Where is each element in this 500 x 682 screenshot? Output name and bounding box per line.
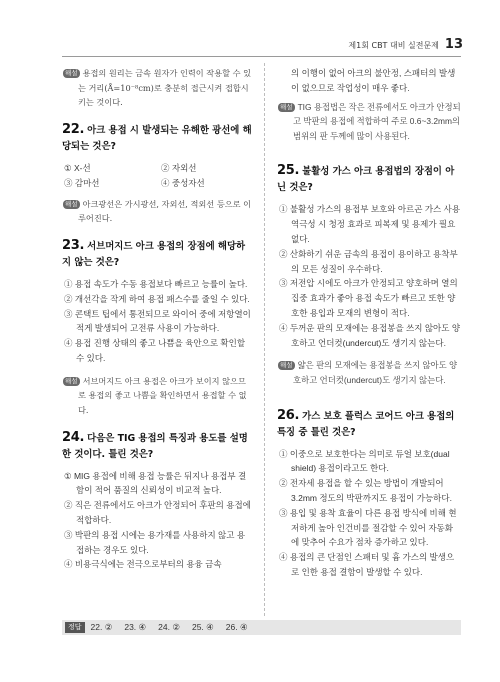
answer-item: 23. ④: [124, 622, 147, 632]
option: ① 불활성 가스의 용접부 보호와 아르곤 가스 사용 역극성 시 청정 효과로 피복제 및 용제가 필요 없다.: [279, 204, 461, 244]
explanation-badge: 해설: [280, 361, 293, 370]
option: ① 용접 속도가 수동 용접보다 빠르고 능률이 높다.: [64, 278, 248, 289]
option-continued: 의 이행이 없어 아크의 불안정, 스패터의 발생이 없으므로 작업성이 매우 좋다.: [291, 68, 456, 93]
option: ② 전자세 용접을 할 수 있는 방법이 개발되어 3.2mm 정도의 박판까지도 용접이 가능하다.: [279, 478, 452, 503]
question-number: 26.: [277, 407, 300, 423]
options-23: [62, 277, 252, 366]
question-number: 25.: [277, 163, 300, 179]
option: ② 직은 전류에서도 아크가 안정되어 후판의 용접에 적합하다.: [64, 500, 251, 525]
answer-item: 22. ②: [90, 622, 113, 632]
option: ③ 용입 및 용착 효율이 다른 용접 방식에 비해 현저하게 높아 인건비를 절감할 수 있어 자동화에 맞추어 수요가 점차 증가하고 있다.: [279, 507, 457, 548]
option: ③ 박판의 용접 시에는 용가재를 사용하지 않고 용접하는 경우도 있다.: [64, 529, 246, 555]
options-26: [277, 447, 461, 580]
column-divider: [264, 63, 265, 616]
answer-item: 25. ④: [191, 622, 214, 632]
header-title: 제1회 CBT 대비 실전문제: [348, 41, 439, 50]
question-number: 24.: [62, 429, 85, 445]
explanation-badge: 해설: [65, 376, 78, 385]
answer-item: 26. ④: [225, 622, 248, 632]
option: ④ 두꺼운 판의 모재에는 용접봉을 쓰지 않아도 양호하고 언더컷(undercut)도 생기지 않는다.: [279, 322, 461, 348]
page-header: [348, 37, 463, 52]
options-22: [62, 161, 252, 191]
option: ③ 콘택트 팁에서 통전되므로 와이어 중에 저항열이 적게 발생되어 고전류 사용이 가능하다.: [64, 308, 251, 334]
answer-label: 정답: [65, 622, 85, 633]
options-24-continued: [277, 66, 461, 96]
page-number: 13: [444, 37, 463, 52]
explanation-badge: 해설: [280, 102, 293, 111]
option: ④ 비용극식에는 전극으로부터의 용융 금속: [64, 559, 222, 570]
question-number: 22.: [62, 121, 85, 137]
question-26: [277, 408, 461, 441]
question-25: [277, 163, 461, 196]
answer-bar: [62, 620, 461, 635]
option: ② 개선각을 작게 하여 용접 패스수를 줄일 수 있다.: [64, 293, 250, 304]
option: ③ 감마선: [64, 177, 100, 188]
explanation-text: 얇은 판의 모재에는 용접봉을 쓰지 않아도 양호하고 언더컷(undercut)도 생기지 않는다.: [293, 360, 458, 385]
question-number: 23.: [62, 237, 85, 253]
question-text: 다음은 TIG 용접의 특징과 용도를 설명한 것이다. 틀린 것은?: [62, 432, 248, 460]
explanation-text: 용접의 원리는 금속 원자가 인력이 작용할 수 있는 거리(Å=10⁻⁸cm)로 충분히 접근시켜 접합시키는 것이다.: [78, 68, 252, 108]
option: ④ 용접의 큰 단점인 스패터 및 흄 가스의 발생으로 인한 용접 결함이 발생할 수 있다.: [279, 552, 455, 577]
question-text: 서브머지드 아크 용접의 장점에 해당하지 않는 것은?: [62, 240, 246, 268]
question-text: 불활성 가스 아크 용접법의 장점이 아닌 것은?: [277, 166, 455, 194]
option: ④ 용접 진행 상태의 좋고 나쁨을 육안으로 확인할 수 있다.: [64, 338, 246, 363]
explanation-23: [62, 374, 252, 418]
question-24: [62, 430, 252, 463]
option: ④ 중성자선: [161, 177, 205, 188]
explanation-badge: 해설: [65, 69, 78, 77]
explanation-21: [62, 66, 252, 110]
question-text: 아크 용접 시 발생되는 유해한 광선에 해당되는 것은?: [62, 124, 252, 152]
explanation-text: 아크광선은 가시광선, 자외선, 적외선 등으로 이루어진다.: [78, 198, 252, 224]
explanation-24: [277, 100, 461, 144]
option: ① X-선: [64, 162, 91, 173]
explanation-25: [277, 358, 461, 387]
option: ② 산화하기 쉬운 금속의 용접이 용이하고 용착부의 모든 성질이 우수하다.: [279, 248, 458, 274]
question-23: [62, 238, 252, 271]
explanation-text: TIG 용접법은 작은 전류에서도 아크가 안정되고 박판의 용접에 적합하여 주로 0.6~3.2mm의 범위의 판 두께에 많이 사용된다.: [293, 101, 461, 141]
option: ① MIG 용접에 비해 용접 능률은 뒤지나 용접부 결함이 적어 품질의 신뢰성이 비교적 높다.: [64, 470, 247, 496]
options-24: [62, 469, 252, 573]
explanation-badge: 해설: [65, 199, 78, 208]
option: ② 자외선: [161, 162, 197, 173]
explanation-22: [62, 197, 252, 226]
option: ③ 저전압 시에도 아크가 안정되고 양호하며 열의 집중 효과가 좋아 용접 속도가 빠르고 또한 양호한 용입과 모재의 변형이 적다.: [279, 278, 458, 318]
right-column: [277, 66, 461, 588]
left-column: [62, 66, 252, 580]
question-text: 가스 보호 플럭스 코어드 아크 용접의 특징 중 틀린 것은?: [277, 410, 455, 438]
options-25: [277, 202, 461, 350]
explanation-text: 서브머지드 아크 용접은 아크가 보이지 않으므로 용접의 좋고 나쁨을 확인하면서 용접할 수 없다.: [78, 375, 247, 415]
answer-item: 24. ②: [158, 622, 180, 632]
header-rule: [62, 56, 461, 57]
option: ① 이중으로 보호한다는 의미로 듀얼 보호(dual shield) 용접이라고도 한다.: [279, 448, 450, 474]
question-22: [62, 122, 252, 155]
